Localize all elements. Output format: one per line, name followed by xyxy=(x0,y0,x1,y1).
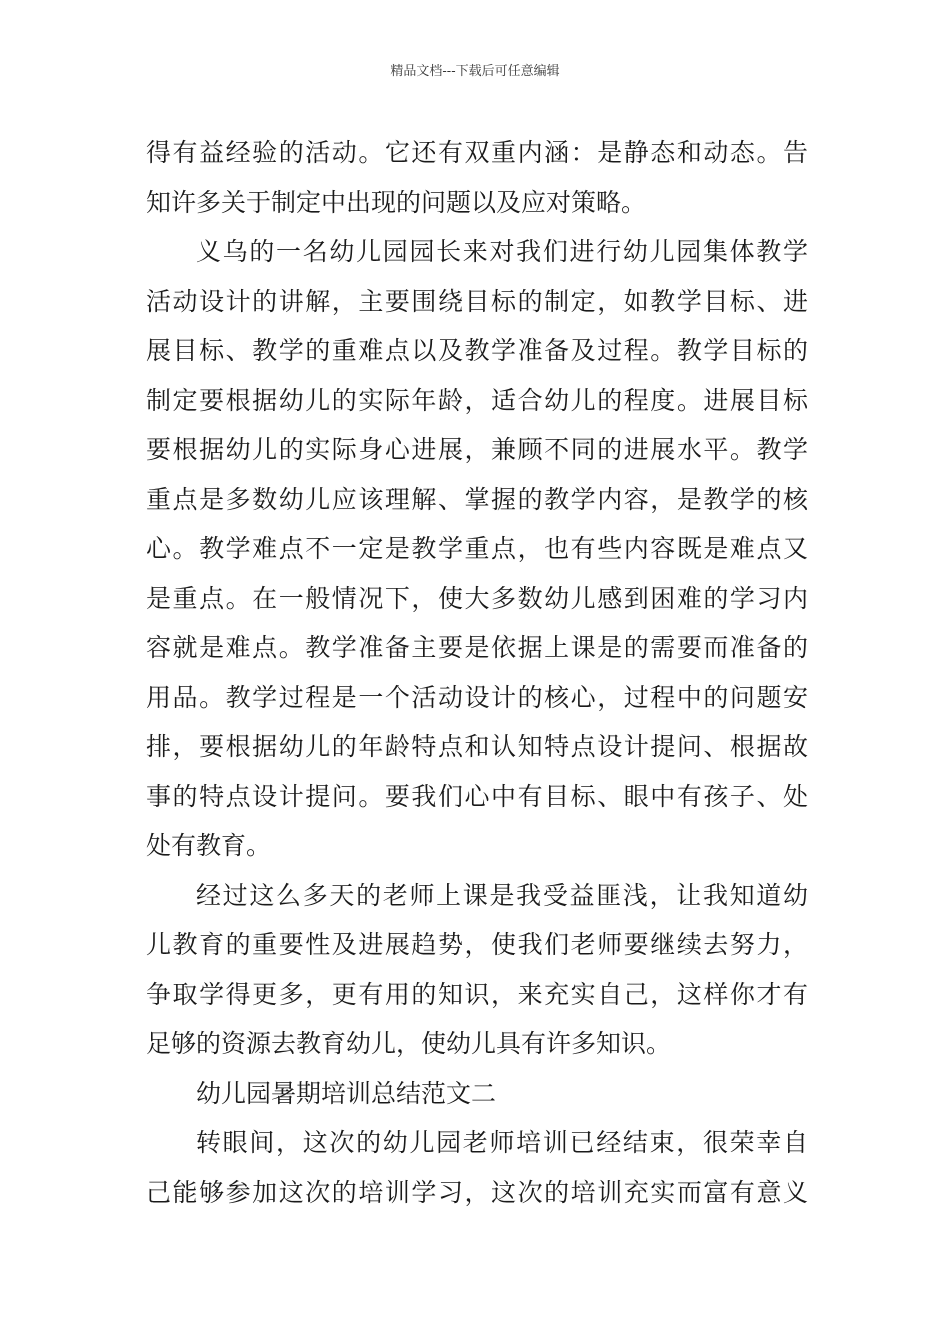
text-line: 己能够参加这次的培训学习，这次的培训充实而富有意义 xyxy=(146,1177,808,1207)
text-line: 经过这么多天的老师上课是我受益匪浅，让我知道幼 xyxy=(196,880,808,910)
text-line: 是重点。在一般情况下，使大多数幼儿感到困难的学习内 xyxy=(146,583,808,613)
text-line: 争取学得更多，更有用的知识，来充实自己，这样你才有 xyxy=(146,979,808,1009)
page-header: 精品文档---下载后可任意编辑 xyxy=(390,64,560,79)
text-line: 转眼间，这次的幼儿园老师培训已经结束，很荣幸自 xyxy=(196,1128,808,1157)
text-line: 重点是多数幼儿应该理解、掌握的教学内容，是教学的核 xyxy=(146,484,808,514)
text-line: 知许多关于制定中出现的问题以及应对策略。 xyxy=(146,187,647,217)
text-line: 足够的资源去教育幼儿，使幼儿具有许多知识。 xyxy=(146,1029,672,1058)
document-body xyxy=(146,128,808,1217)
text-line: 排，要根据幼儿的年龄特点和认知特点设计提问、根据故 xyxy=(146,732,808,761)
text-line: 活动设计的讲解，主要围绕目标的制定，如教学目标、进 xyxy=(146,286,808,316)
text-line: 义乌的一名幼儿园园长来对我们进行幼儿园集体教学 xyxy=(196,237,808,266)
text-line: 心。教学难点不一定是教学重点，也有些内容既是难点又 xyxy=(146,534,808,563)
text-line: 得有益经验的活动。它还有双重内涵：是静态和动态。告 xyxy=(146,138,808,167)
text-line: 事的特点设计提问。要我们心中有目标、眼中有孩子、处 xyxy=(146,781,808,811)
text-line: 展目标、教学的重难点以及教学准备及过程。教学目标的 xyxy=(146,336,808,365)
text-line: 儿教育的重要性及进展趋势，使我们老师要继续去努力， xyxy=(146,930,808,959)
text-line: 容就是难点。教学准备主要是依据上课是的需要而准备的 xyxy=(146,633,808,662)
text-line: 幼儿园暑期培训总结范文二 xyxy=(196,1078,497,1108)
text-line: 要根据幼儿的实际身心进展，兼顾不同的进展水平。教学 xyxy=(146,435,808,464)
text-line: 制定要根据幼儿的实际年龄，适合幼儿的程度。进展目标 xyxy=(146,385,808,415)
text-line: 处有教育。 xyxy=(146,831,272,860)
text-line: 用品。教学过程是一个活动设计的核心，过程中的问题安 xyxy=(146,682,808,712)
